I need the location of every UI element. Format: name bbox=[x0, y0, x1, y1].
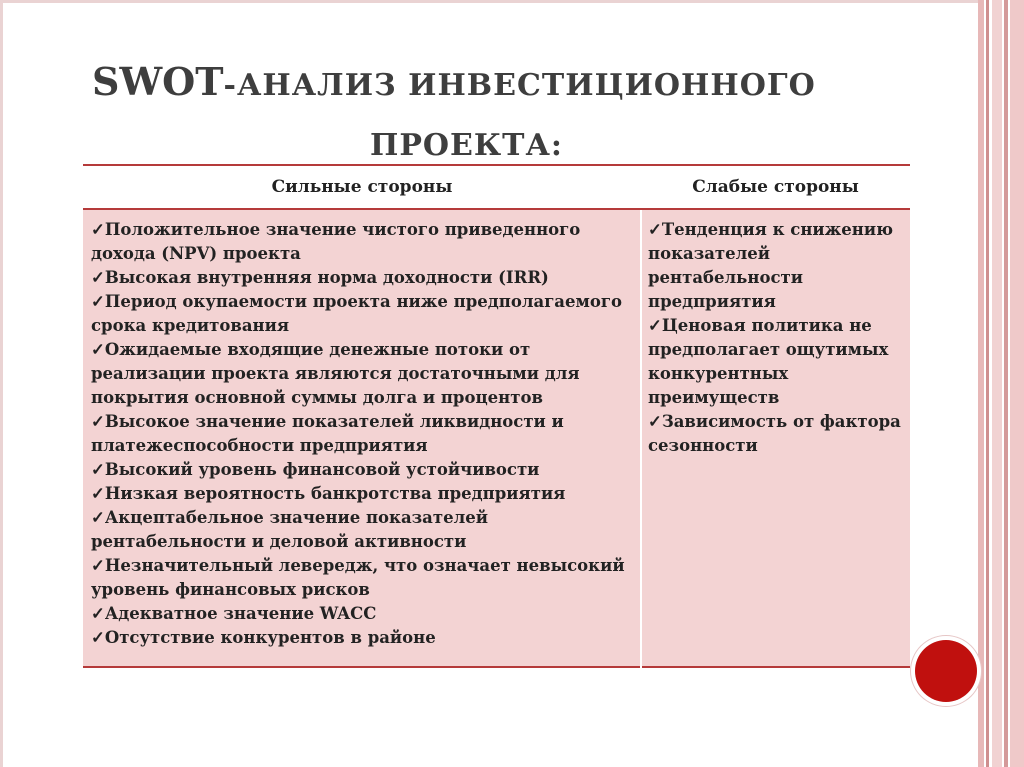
weaknesses-header: Слабые стороны bbox=[641, 165, 910, 209]
strength-item: ✓Положительное значение чистого приведенного дохода (NPV) проекта bbox=[91, 220, 581, 263]
stripe bbox=[986, 0, 989, 767]
title-swot: SWOT bbox=[92, 59, 224, 104]
slide-title bbox=[92, 52, 872, 176]
weakness-item: ✓Тенденция к снижению показателей рентабельности предприятия bbox=[648, 220, 894, 311]
stripe bbox=[1010, 0, 1024, 767]
title-line-2: ПРОЕКТА: bbox=[370, 128, 564, 163]
stripe bbox=[1004, 0, 1008, 767]
title-line-1 bbox=[92, 52, 872, 116]
stripe bbox=[978, 0, 984, 767]
strength-item: ✓Акцептабельное значение показателей рентабельности и деловой активности bbox=[91, 508, 488, 551]
stripe bbox=[992, 0, 1002, 767]
strength-item: ✓Высокое значение показателей ликвидности и платежеспособности предприятия bbox=[91, 412, 564, 455]
strength-item: ✓Высокая внутренняя норма доходности (IRR) bbox=[91, 268, 549, 287]
frame-left-line bbox=[0, 0, 3, 767]
red-circle-decoration bbox=[915, 640, 977, 702]
strength-item: ✓Адекватное значение WACC bbox=[91, 604, 377, 623]
frame-top-line bbox=[0, 0, 978, 3]
swot-table bbox=[83, 164, 910, 668]
title-line-1-rest: -АНАЛИЗ ИНВЕСТИЦИОННОГО bbox=[223, 68, 816, 103]
strength-item: ✓Незначительный левередж, что означает невысокий уровень финансовых рисков bbox=[91, 556, 625, 599]
strength-item: ✓Ожидаемые входящие денежные потоки от реализации проекта являются достаточными для покрытия основной суммы долга и процентов bbox=[91, 340, 580, 407]
strength-item: ✓Высокий уровень финансовой устойчивости bbox=[91, 460, 540, 479]
strength-item: ✓Отсутствие конкурентов в районе bbox=[91, 628, 436, 647]
weaknesses-cell bbox=[641, 209, 910, 667]
strengths-cell bbox=[83, 209, 641, 667]
table-row bbox=[83, 209, 910, 667]
strength-item: ✓Период окупаемости проекта ниже предполагаемого срока кредитования bbox=[91, 292, 622, 335]
strength-item: ✓Низкая вероятность банкротства предприятия bbox=[91, 484, 566, 503]
weakness-item: ✓Зависимость от фактора сезонности bbox=[648, 412, 901, 455]
weakness-item: ✓Ценовая политика не предполагает ощутимых конкурентных преимуществ bbox=[648, 316, 889, 407]
decorative-stripes bbox=[978, 0, 1024, 767]
strengths-header: Сильные стороны bbox=[83, 165, 641, 209]
table-header-row bbox=[83, 165, 910, 209]
